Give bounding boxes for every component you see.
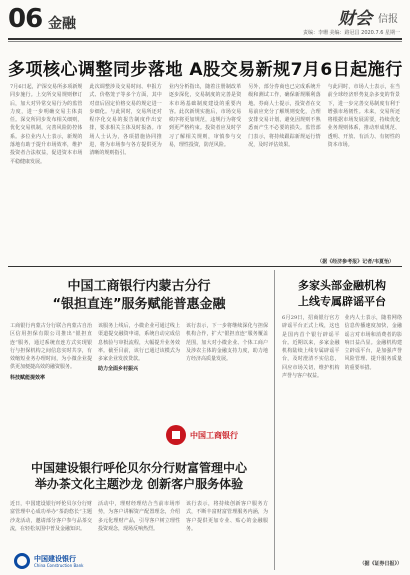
page-number: 06 — [8, 4, 43, 34]
ccb-col: 该行表示，将持续创新客户服务方式，不断丰富财富管理服务内涵，为客户提供更加专业、贴心的金融服务。 — [186, 501, 268, 532]
section-name: 金融 — [48, 16, 76, 32]
date-line: 2020.7.6 星期一 — [361, 30, 400, 36]
top-story-col: 业内分析指出，随着注册制改革逐步深化，交易制度的完善是资本市场基础制度建设的重要内容。此次新规实施后，市场交易秩序将更加规范，违规行为将受到更严格约束。投资者应及时学习了解相关规则，审慎参与交易，理性投资，防范风险。 — [168, 84, 242, 149]
top-story-credit: （据《经济参考报》记者/韦夏怡） — [317, 259, 394, 265]
icbc-emblem-icon — [166, 425, 186, 445]
right-story-col: 业内人士表示，随着网络信息传播速度加快，金融谣言对市场和消费者的影响日益凸显。金融机构建立辟谣平台，是加强声誉风险管理、提升服务质量的重要举措。 — [344, 315, 402, 371]
top-story-col: 此次调整涉及交易时间、申报方式、价格笼子等多个方面，其中对盘后固定价格交易的规定进一步细化。与此同时，交易所还对程序化交易的报告制度作出安排，要求相关主体及时报备。市场人士认为，各项措施协同推进，将为市场参与各方提供更为清晰的规则指引。 — [89, 84, 162, 157]
header-rule — [8, 38, 402, 40]
brand-sub: 信报 — [378, 14, 398, 25]
icbc-headline-line2: “银担直连”服务赋能普惠金融 — [52, 297, 226, 312]
ccb-logo-cn: 中国建设银行 — [34, 554, 76, 563]
icbc-col — [10, 322, 92, 440]
right-headline-line2: 上线专属辟谣平台 — [298, 295, 386, 308]
icbc-logo-text: 中国工商银行 — [190, 430, 238, 440]
right-story-columns — [282, 314, 402, 564]
top-story-columns — [10, 83, 400, 263]
page-header — [0, 0, 410, 44]
icbc-col-text: 该服务上线后，小微企业可通过线上渠道提交融资申请，系统自动完成信息核验与审批流程，大幅提升业务效率。截至目前，该行已通过该模式为多家企业发放贷款。 — [98, 323, 180, 363]
ccb-headline-line1: 中国建设银行呼伦贝尔分行财富管理中心 — [30, 461, 247, 475]
ccb-headline-line2: 举办茶文化主题沙龙 创新客户服务体验 — [34, 477, 244, 491]
ccb-logo-en: China Construction Bank — [34, 562, 84, 568]
top-story-col: 与此同时，市场人士表示，在当前全球经济形势复杂多变的背景下，进一步完善交易制度有利于增强市场韧性。未来，交易所还将根据市场发展需要，持续优化业务规则体系，推动形成规范、透明、开放、有活力、有韧性的资本市场。 — [327, 84, 401, 149]
icbc-col-text: 工商银行内蒙古分行联合内蒙古自治区信用担保有限公司推出“银担直连”服务，通过系统直连方式实现银行与担保机构之间信息实时共享，有效缩短业务办理时间，为小微企业提供更加便捷高效的融资服务。 — [10, 323, 92, 371]
right-story-headline — [282, 278, 402, 310]
bank-stories — [10, 270, 268, 570]
top-story-headline: 多项核心调整同步落地 A股交易新规7月6日起施行 — [8, 60, 403, 80]
icbc-subhead: 科技赋能提效率 — [10, 374, 46, 381]
icbc-col: 该行表示，下一步将继续深化与担保机构合作，扩大“银担直连”服务覆盖范围，加大对小微企业、个体工商户及涉农主体的金融支持力度，助力地方经济高质量发展。 — [186, 323, 268, 363]
icbc-subhead: 助力全面乡村振兴 — [98, 366, 139, 373]
ccb-col: 活动中，理财经理结合当前市场形势，为客户讲解资产配置理念，介绍多元化理财产品，引导客户树立理性投资观念，现场反响热烈。 — [98, 501, 180, 532]
icbc-headline — [10, 278, 268, 314]
top-story-col: 另外，部分券商也已完成系统升级和测试工作，确保新规顺利落地。券商人士提示，投资者在交易前应充分了解规则变化，合理安排交易计划，避免因规则不熟悉而产生不必要的损失。监管部门表示，将持续跟踪新规运行情况，及时评估效果。 — [248, 84, 321, 149]
right-story — [282, 270, 402, 570]
ccb-headline — [10, 460, 268, 492]
right-story-col: 6月29日，招商银行官方辟谣平台正式上线，这也是国内首个银行辟谣平台。近期以来，多家金融机构陆续上线专属辟谣平台，及时澄清不实信息，回应市场关切，维护机构声誉与客户权益。 — [282, 315, 340, 380]
icbc-logo — [166, 420, 262, 450]
ccb-logo — [14, 550, 124, 572]
column-divider — [274, 270, 275, 570]
top-story-col: 7月6日起，沪深交易所多项新规同步施行。上交所交易规则修订后，加大对异常交易行为的监管力度，进一步明确交易主体责任。深交所同步发布相关细则，优化交易机制，完善风险防控体系。多位业内人士表示，新规的落地有助于提升市场效率，维护投资者合法权益，促进资本市场平稳健康发展。 — [10, 84, 83, 165]
right-story-credit: （据《证券日报》） — [359, 561, 402, 567]
ccb-emblem-icon — [14, 553, 30, 569]
section-divider — [8, 266, 402, 267]
right-headline-line1: 多家头部金融机构 — [298, 279, 386, 292]
brand-logo: 财会 — [338, 9, 372, 29]
ccb-col: 近日，中国建设银行呼伦贝尔分行财富管理中心成功举办“茶韵悠长”主题沙龙活动，邀请部分客户参与品茶交流，在轻松氛围中普及金融知识。 — [10, 501, 92, 532]
header-meta — [303, 29, 400, 36]
icbc-headline-line1: 中国工商银行内蒙古分行 — [67, 279, 211, 294]
header-rule-thin — [8, 41, 402, 42]
editor-line: 责编：李珊 美编：路冠昌 — [302, 30, 360, 36]
